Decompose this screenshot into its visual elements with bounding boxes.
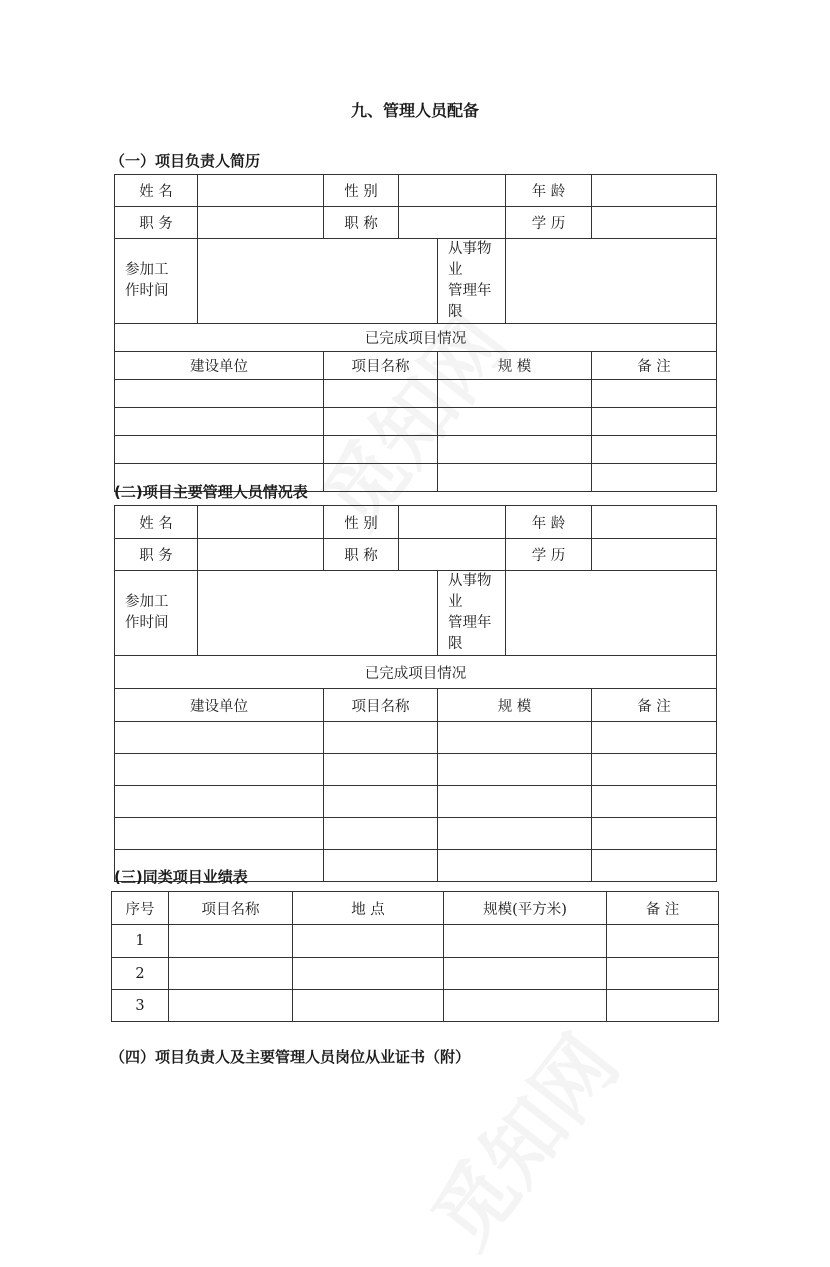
col-scale: 规模(平方米) — [444, 892, 607, 925]
table-header-row — [112, 892, 719, 925]
label-position: 职 务 — [115, 207, 198, 239]
cell[interactable] — [444, 958, 607, 990]
education-cell[interactable] — [592, 539, 717, 571]
cell[interactable] — [438, 754, 592, 786]
col-project: 项目名称 — [324, 352, 438, 380]
table-row — [115, 539, 717, 571]
table-row — [115, 239, 717, 324]
cell[interactable] — [592, 380, 717, 408]
prop-years-cell[interactable] — [506, 239, 717, 324]
job-title-cell[interactable] — [399, 207, 506, 239]
cell[interactable] — [324, 722, 438, 754]
completed-projects-label: 已完成项目情况 — [115, 656, 717, 689]
label-work-time: 参加工 作时间 — [115, 239, 198, 324]
label-gender: 性 别 — [324, 506, 399, 539]
row-no: 3 — [112, 990, 169, 1022]
table-row — [115, 754, 717, 786]
cell[interactable] — [592, 464, 717, 492]
cell[interactable] — [115, 818, 324, 850]
col-note: 备 注 — [607, 892, 719, 925]
work-time-cell[interactable] — [198, 239, 438, 324]
cell[interactable] — [592, 722, 717, 754]
col-project: 项目名称 — [169, 892, 293, 925]
table-row — [115, 324, 717, 352]
cell[interactable] — [293, 925, 444, 958]
cell[interactable] — [293, 990, 444, 1022]
cell[interactable] — [169, 958, 293, 990]
cell[interactable] — [438, 408, 592, 436]
table-header-row — [115, 352, 717, 380]
cell[interactable] — [592, 818, 717, 850]
cell[interactable] — [438, 380, 592, 408]
col-location: 地 点 — [293, 892, 444, 925]
label-job-title: 职 称 — [324, 207, 399, 239]
col-unit: 建设单位 — [115, 352, 324, 380]
name-cell[interactable] — [198, 506, 324, 539]
cell[interactable] — [324, 436, 438, 464]
cell[interactable] — [324, 380, 438, 408]
table-row — [112, 925, 719, 958]
cell[interactable] — [438, 464, 592, 492]
cell[interactable] — [438, 850, 592, 882]
section2-table — [114, 505, 717, 882]
label-prop-years: 从事物业 管理年限 — [438, 239, 506, 324]
col-note: 备 注 — [592, 352, 717, 380]
cell[interactable] — [115, 380, 324, 408]
cell[interactable] — [592, 408, 717, 436]
cell[interactable] — [115, 436, 324, 464]
cell[interactable] — [324, 786, 438, 818]
cell[interactable] — [444, 925, 607, 958]
cell[interactable] — [115, 722, 324, 754]
table-row — [115, 207, 717, 239]
table-row — [115, 656, 717, 689]
cell[interactable] — [324, 408, 438, 436]
table-row — [115, 722, 717, 754]
job-title-cell[interactable] — [399, 539, 506, 571]
cell[interactable] — [324, 754, 438, 786]
table-row — [112, 958, 719, 990]
gender-cell[interactable] — [399, 506, 506, 539]
prop-years-cell[interactable] — [506, 571, 717, 656]
age-cell[interactable] — [592, 175, 717, 207]
cell[interactable] — [592, 436, 717, 464]
table-row — [115, 571, 717, 656]
cell[interactable] — [438, 436, 592, 464]
cell[interactable] — [607, 990, 719, 1022]
cell[interactable] — [592, 850, 717, 882]
cell[interactable] — [169, 925, 293, 958]
col-scale: 规 模 — [438, 352, 592, 380]
cell[interactable] — [438, 786, 592, 818]
section3-heading: (三)同类项目业绩表 — [114, 868, 248, 886]
cell[interactable] — [607, 958, 719, 990]
cell[interactable] — [607, 925, 719, 958]
section1-table — [114, 174, 717, 492]
label-name: 姓 名 — [115, 506, 198, 539]
cell[interactable] — [115, 408, 324, 436]
cell[interactable] — [324, 850, 438, 882]
name-cell[interactable] — [198, 175, 324, 207]
cell[interactable] — [592, 754, 717, 786]
label-education: 学 历 — [506, 539, 592, 571]
cell[interactable] — [324, 464, 438, 492]
position-cell[interactable] — [198, 539, 324, 571]
label-education: 学 历 — [506, 207, 592, 239]
table-row — [115, 818, 717, 850]
label-job-title: 职 称 — [324, 539, 399, 571]
cell[interactable] — [592, 786, 717, 818]
cell[interactable] — [115, 786, 324, 818]
label-work-time: 参加工 作时间 — [115, 571, 198, 656]
cell[interactable] — [169, 990, 293, 1022]
col-no: 序号 — [112, 892, 169, 925]
age-cell[interactable] — [592, 506, 717, 539]
gender-cell[interactable] — [399, 175, 506, 207]
cell[interactable] — [438, 818, 592, 850]
table-row — [115, 506, 717, 539]
table-row — [115, 436, 717, 464]
position-cell[interactable] — [198, 207, 324, 239]
page-title: 九、管理人员配备 — [350, 101, 479, 120]
table-row — [115, 380, 717, 408]
cell[interactable] — [324, 818, 438, 850]
completed-projects-label: 已完成项目情况 — [115, 324, 717, 352]
section2-heading: (二)项目主要管理人员情况表 — [114, 483, 308, 501]
label-prop-years: 从事物业 管理年限 — [438, 571, 506, 656]
col-note: 备 注 — [592, 689, 717, 722]
education-cell[interactable] — [592, 207, 717, 239]
cell[interactable] — [444, 990, 607, 1022]
col-unit: 建设单位 — [115, 689, 324, 722]
section1-heading: （一）项目负责人简历 — [110, 152, 261, 170]
label-name: 姓 名 — [115, 175, 198, 207]
label-age: 年 龄 — [506, 506, 592, 539]
table-row — [115, 175, 717, 207]
section3-table — [111, 891, 719, 1022]
label-age: 年 龄 — [506, 175, 592, 207]
cell[interactable] — [115, 754, 324, 786]
col-project: 项目名称 — [324, 689, 438, 722]
table-header-row — [115, 689, 717, 722]
label-position: 职 务 — [115, 539, 198, 571]
row-no: 2 — [112, 958, 169, 990]
table-row — [112, 990, 719, 1022]
cell[interactable] — [293, 958, 444, 990]
table-row — [115, 408, 717, 436]
row-no: 1 — [112, 925, 169, 958]
label-gender: 性 别 — [324, 175, 399, 207]
col-scale: 规 模 — [438, 689, 592, 722]
section4-heading: （四）项目负责人及主要管理人员岗位从业证书（附） — [110, 1048, 471, 1066]
table-row — [115, 786, 717, 818]
work-time-cell[interactable] — [198, 571, 438, 656]
cell[interactable] — [438, 722, 592, 754]
